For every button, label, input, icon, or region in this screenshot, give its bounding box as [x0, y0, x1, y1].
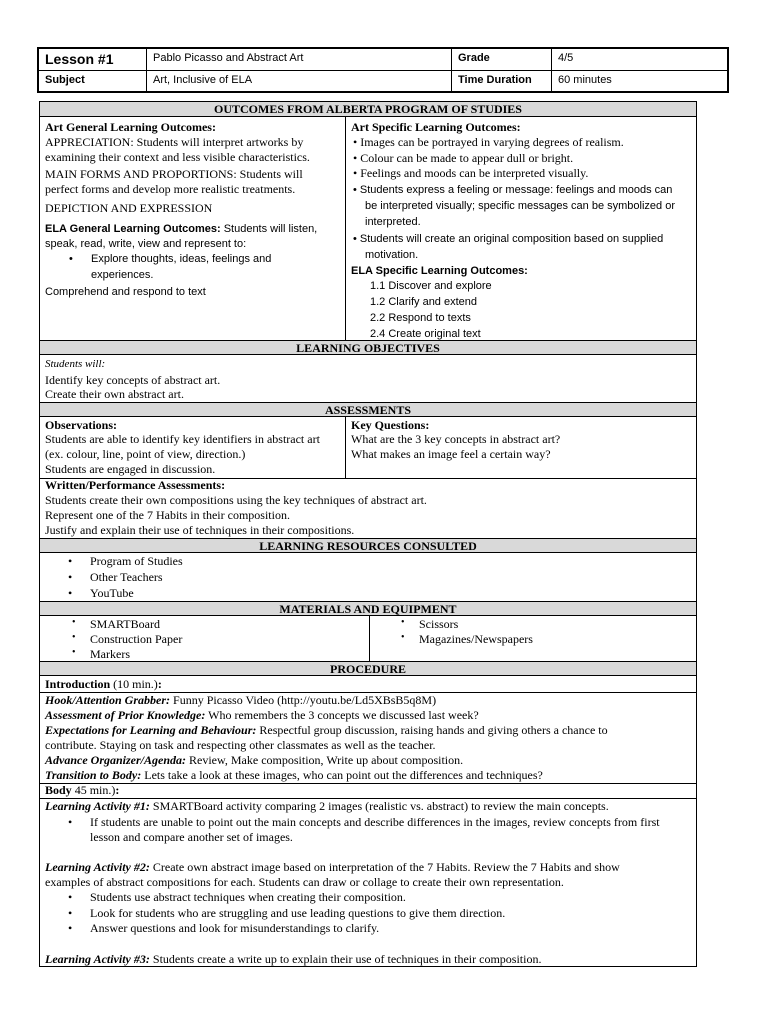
- activity-3-line: [45, 952, 541, 966]
- depiction-line: DEPICTION AND EXPRESSION: [45, 201, 213, 215]
- written-assessments-heading: Written/Performance Assessments:: [45, 478, 226, 492]
- transition-text: Lets take a look at these images, who can point out the differences and techniques?: [141, 768, 543, 782]
- objective-item: Create their own abstract art.: [45, 387, 184, 401]
- ela-specific-item: 1.2 Clarify and extend: [370, 296, 478, 308]
- material-item: • Scissors: [419, 617, 458, 632]
- observation-line: (ex. colour, line, point of view, direction.): [45, 447, 246, 461]
- activity-1-label: Learning Activity #1:: [45, 799, 150, 813]
- appreciation-line-1: APPRECIATION: Students will interpret artworks by: [45, 135, 304, 149]
- body-colon: :: [115, 783, 120, 797]
- assessments-heading: ASSESSMENTS: [40, 402, 696, 417]
- specific-bullet-5-line-1: • Students will create an original composition based on supplied: [353, 233, 664, 245]
- ela-general-line-2: speak, read, write, view and represent to:: [45, 238, 247, 250]
- objective-item: Identify key concepts of abstract art.: [45, 373, 221, 387]
- key-question: What makes an image feel a certain way?: [351, 447, 551, 461]
- transition-line: [45, 768, 543, 782]
- ela-specific-item: 1.1 Discover and explore: [370, 280, 492, 292]
- body-top-separator: [40, 783, 696, 784]
- expectations-line: [45, 723, 608, 737]
- advance-organizer-text: Review, Make composition, Write up about composition.: [186, 753, 464, 767]
- objectives-intro: Students will:: [45, 358, 106, 370]
- body-time: 45 min.): [71, 783, 116, 797]
- expectations-label: Expectations for Learning and Behaviour:: [45, 723, 257, 737]
- hook-text: Funny Picasso Video (http://youtu.be/Ld5XBsB5q8M): [170, 693, 437, 707]
- expectations-line-2: contribute. Staying on task and respecting other classmates as well as the teacher.: [45, 738, 436, 752]
- ela-general-text: Students will listen,: [220, 223, 318, 235]
- prior-knowledge-label: Assessment of Prior Knowledge:: [45, 708, 206, 722]
- assessments-divider: [345, 417, 346, 478]
- materials-heading: MATERIALS AND EQUIPMENT: [40, 601, 696, 616]
- written-assessment-line: Students create their own compositions using the key techniques of abstract art.: [45, 493, 427, 507]
- specific-bullet-4-line-2: be interpreted visually; specific messages can be symbolized or: [365, 200, 675, 212]
- introduction-label: Introduction: [45, 677, 111, 691]
- grade-value: 4/5: [558, 52, 574, 64]
- expectations-text: Respectful group discussion, raising hands and giving others a chance to: [256, 723, 608, 737]
- activity-3-label: Learning Activity #3:: [45, 952, 150, 966]
- prior-knowledge-text: Who remembers the 3 concepts we discussed last week?: [205, 708, 479, 722]
- key-question: What are the 3 key concepts in abstract art?: [351, 432, 561, 446]
- observation-line: Students are engaged in discussion.: [45, 462, 216, 476]
- lesson-title: Pablo Picasso and Abstract Art: [147, 49, 452, 70]
- procedure-heading: PROCEDURE: [40, 661, 696, 676]
- ela-specific-item: 2.2 Respond to texts: [370, 312, 471, 324]
- activity-1-text: SMARTBoard activity comparing 2 images (realistic vs. abstract) to review the main concepts.: [149, 799, 609, 813]
- ela-specific-item: 2.4 Create original text: [370, 328, 481, 340]
- specific-bullet-3: • Feelings and moods can be interpreted visually.: [353, 166, 589, 180]
- material-item: • SMARTBoard: [90, 617, 160, 632]
- material-item: • Magazines/Newspapers: [419, 632, 533, 647]
- specific-bullet-4-line-3: interpreted.: [365, 216, 421, 228]
- activity-2-bullet: • Look for students who are struggling and use leading questions to give them direction.: [90, 906, 505, 921]
- materials-divider: [369, 616, 370, 661]
- activity-1-bullet-line-1: • If students are unable to point out the main concepts and describe differences in the images, review concepts from first: [90, 815, 660, 830]
- lesson-header-table: [37, 47, 729, 93]
- outcomes-heading: OUTCOMES FROM ALBERTA PROGRAM OF STUDIES: [40, 102, 696, 117]
- appreciation-line-2: examining their context and less visible characteristics.: [45, 150, 310, 164]
- ela-specific-heading: ELA Specific Learning Outcomes:: [351, 265, 528, 277]
- transition-label: Transition to Body:: [45, 768, 142, 782]
- material-item: • Markers: [90, 647, 130, 662]
- advance-organizer-label: Advance Organizer/Agenda:: [45, 753, 186, 767]
- specific-bullet-5-line-2: motivation.: [365, 249, 419, 261]
- ela-bullet-line-1: • Explore thoughts, ideas, feelings and: [91, 253, 271, 265]
- lesson-plan-table: [39, 101, 697, 967]
- resources-heading: LEARNING RESOURCES CONSULTED: [40, 538, 696, 553]
- time-duration-value: 60 minutes: [558, 74, 612, 86]
- prior-knowledge-line: [45, 708, 479, 722]
- grade-label: Grade: [452, 49, 552, 70]
- specific-bullet-2: • Colour can be made to appear dull or bright.: [353, 151, 574, 165]
- introduction-time: (10 min.): [110, 677, 158, 691]
- lesson-number: Lesson #1: [39, 49, 147, 70]
- specific-bullet-4-line-1: • Students express a feeling or message: feelings and moods can: [353, 184, 673, 196]
- ela-bullet-line-2: experiences.: [91, 269, 154, 281]
- written-assessment-line: Represent one of the 7 Habits in their composition.: [45, 508, 290, 522]
- activity-2-label: Learning Activity #2:: [45, 860, 150, 874]
- outcomes-divider: [345, 117, 346, 340]
- activity-2-line-2: examples of abstract compositions for each. Students can draw or collage to create their own representation.: [45, 875, 564, 889]
- activity-3-text: Students create a write up to explain their use of techniques in their composition.: [149, 952, 542, 966]
- forms-line-2: perfect forms and develop more realistic treatments.: [45, 182, 296, 196]
- material-item: • Construction Paper: [90, 632, 182, 647]
- art-specific-heading: Art Specific Learning Outcomes:: [351, 120, 521, 134]
- activity-2-bullet: • Students use abstract techniques when creating their composition.: [90, 890, 406, 905]
- hook-label: Hook/Attention Grabber:: [45, 693, 171, 707]
- observations-heading: Observations:: [45, 418, 117, 432]
- subject-label: Subject: [39, 71, 147, 91]
- body-row: [45, 783, 119, 797]
- activity-1-line: [45, 799, 609, 813]
- subject-value: Art, Inclusive of ELA: [147, 71, 452, 91]
- advance-organizer-line: [45, 753, 463, 767]
- objectives-heading: LEARNING OBJECTIVES: [40, 340, 696, 355]
- resource-item: • Program of Studies: [90, 554, 183, 569]
- ela-general-heading: ELA General Learning Outcomes:: [45, 223, 221, 235]
- resource-item: • YouTube: [90, 586, 134, 601]
- body-label: Body: [45, 783, 72, 797]
- key-questions-heading: Key Questions:: [351, 418, 430, 432]
- time-duration-label: Time Duration: [452, 71, 552, 91]
- ela-general-line-1: [45, 222, 317, 236]
- observation-line: Students are able to identify key identifiers in abstract art: [45, 432, 320, 446]
- hook-line: [45, 693, 436, 707]
- written-assessment-line: Justify and explain their use of techniques in their compositions.: [45, 523, 355, 537]
- resource-item: • Other Teachers: [90, 570, 163, 585]
- art-general-heading: Art General Learning Outcomes:: [45, 120, 216, 134]
- comprehend-line: Comprehend and respond to text: [45, 286, 206, 298]
- forms-line-1: MAIN FORMS AND PROPORTIONS: Students will: [45, 167, 303, 181]
- activity-2-line: [45, 860, 620, 874]
- introduction-colon: :: [157, 677, 162, 691]
- activity-1-bullet-line-2: lesson and compare another set of images.: [90, 830, 293, 844]
- introduction-row: [45, 677, 162, 691]
- specific-bullet-1: • Images can be portrayed in varying degrees of realism.: [353, 135, 624, 149]
- activity-2-text: Create own abstract image based on interpretation of the 7 Habits. Review the 7 Habits and show: [149, 860, 620, 874]
- activity-2-bullet: • Answer questions and look for misunderstandings to clarify.: [90, 921, 379, 936]
